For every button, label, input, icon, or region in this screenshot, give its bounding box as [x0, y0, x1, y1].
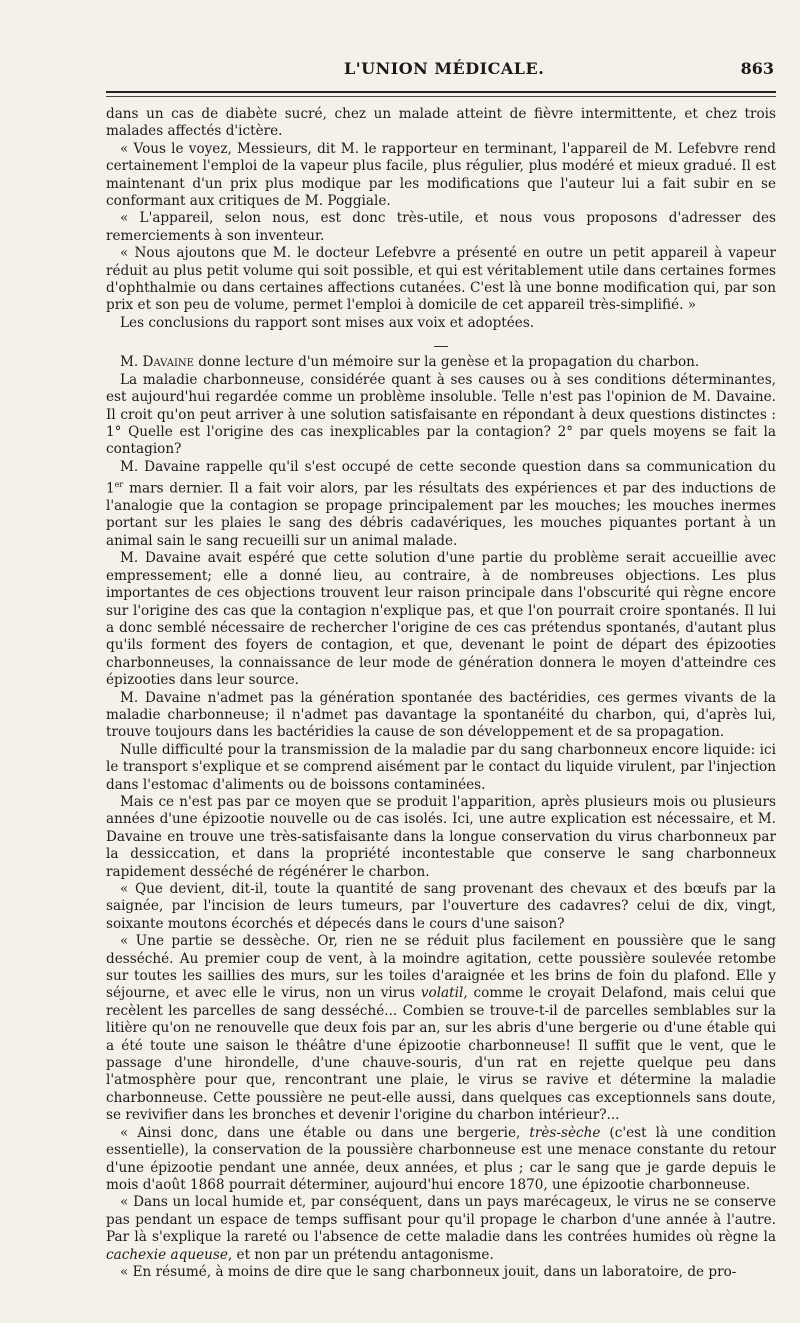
paragraph: Mais ce n'est pas par ce moyen que se produit l'apparition, après plusieurs mois ou plusieurs années d'une épizootie nouvelle ou de cas isolés. Ici, une autre explication est nécessaire, et M. Davaine en trouve une très-satisfaisante dans la longue conservation du virus charbonneux par la dessiccation, et dans la propriété incontestable que conserve le sang charbonneux rapidement desséché de régénérer le charbon. [106, 793, 776, 880]
paragraph: « En résumé, à moins de dire que le sang charbonneux jouit, dans un laboratoire, de pro- [120, 1263, 737, 1280]
paragraph [106, 933, 776, 1124]
italic-term: volatil [420, 985, 464, 1002]
section-separator [106, 338, 776, 348]
paragraph-text: M. Davaine rappelle qu'il s'est occupé de cette seconde question dans sa communication du 1 [106, 458, 776, 497]
paragraph-text: « Une partie se dessèche. Or, rien ne se réduit plus facilement en poussière que le sang desséché. Au premier coup de vent, à la moindre agitation, cette poussière soulevée retombe sur toutes les saillies des murs, sur les toiles d'araignée et les brins de foin du plafond. Elle y séjourne, et avec elle le virus, non un virus [106, 933, 776, 1002]
article-body [106, 106, 776, 1281]
paragraph: Les conclusions du rapport sont mises aux voix et adoptées. [120, 314, 535, 331]
paragraph: Nulle difficulté pour la transmission de la maladie par du sang charbonneux encore liquide: ici le transport s'explique et se comprend aisément par le contact du liquide virulent, par l'injection dans l'estomac d'aliments ou de boissons contaminées. [106, 741, 776, 793]
paragraph [106, 1194, 776, 1264]
paragraph: M. Davaine avait espéré que cette solution d'une partie du problème serait accueillie avec empressement; elle a donné lieu, au contraire, à de nombreuses objections. Les plus importantes de ces objections trouvent leur raison principale dans l'obscurité qui règne encore sur l'origine des cas que la contagion n'explique pas, et que l'on pourrait croire spontanés. Il lui a donc semblé nécessaire de rechercher l'origine de ces cas prétendus spontanés, d'autant plus qu'ils forment des foyers de contagion, et que, devenant le point de départ des épizooties charbonneuses, la connaissance de leur mode de génération donnera le moyen d'atteindre ces épizooties dans leur source. [106, 550, 776, 689]
italic-term: très-sèche [529, 1124, 601, 1141]
header-rule [106, 91, 776, 93]
paragraph: dans un cas de diabète sucré, chez un malade atteint de fièvre intermittente, et chez trois malades affectés d'ictère. [106, 106, 776, 140]
paragraph [106, 354, 776, 371]
paragraph: M. Davaine n'admet pas la génération spontanée des bactéridies, ces germes vivants de la maladie charbonneuse; il n'admet pas davantage la spontanéité du charbon, qui, d'après lui, trouve toujours dans les bactéridies la cause de son développement et de sa propagation. [106, 689, 776, 741]
paragraph [106, 459, 776, 551]
italic-term: cachexie aqueuse [106, 1246, 228, 1263]
speaker-name: M. Davaine [120, 354, 194, 371]
paragraph-text: donne lecture d'un mémoire sur la genèse et la propagation du charbon. [193, 354, 700, 371]
paragraph [106, 1125, 776, 1195]
paragraph-text: , et non par un prétendu antagonisme. [227, 1246, 494, 1263]
paragraph-text: (c'est là une condition essentielle), la conservation de la poussière charbonneuse est une menace constante du retour d'une épizootie pendant une année, deux années, et plus ; car le sang que je garde depuis le mois d'août 1868 pourrait déterminer, aujourd'hui encore 1870, une épizootie charbonneuse. [106, 1124, 776, 1193]
page-header [106, 56, 776, 86]
paragraph: La maladie charbonneuse, considérée quant à ses causes ou à ses conditions déterminantes, est aujourd'hui regardée comme un problème insoluble. Telle n'est pas l'opinion de M. Davaine. Il croit qu'on peut arriver à une solution satisfaisante en répondant à deux questions distinctes : 1° Quelle est l'origine des cas inexplicables par la contagion? 2° par quels moyens se fait la contagion? [106, 371, 776, 458]
header-rule-thin [106, 96, 776, 97]
paragraph: « Nous ajoutons que M. le docteur Lefebvre a présenté en outre un petit appareil à vapeur réduit au plus petit volume qui soit possible, et qui est véritablement utile dans certaines formes d'ophthalmie ou dans certaines affections cutanées. C'est là une bonne modification qui, par son prix et son peu de volume, permet l'emploi à domicile de cet appareil très-simplifié. » [106, 245, 776, 314]
page-number: 863 [740, 59, 774, 78]
paragraph-text: « Dans un local humide et, par conséquent, dans un pays marécageux, le virus ne se conserve pas pendant un espace de temps suffisant pour qu'il propage le charbon d'une année à l'autre. Par là s'explique la rareté ou l'absence de cette maladie dans les contrées humides où règne la [106, 1194, 776, 1246]
ordinal-suffix: er [114, 480, 124, 490]
paragraph: « L'appareil, selon nous, est donc très-utile, et nous vous proposons d'adresser des remerciements à son inventeur. [106, 210, 776, 244]
paragraph: « Vous le voyez, Messieurs, dit M. le rapporteur en terminant, l'appareil de M. Lefebvre rend certainement l'emploi de la vapeur plus facile, plus régulier, plus modéré et mieux gradué. Il est maintenant d'un prix plus modique par les modifications que l'auteur lui a fait subir en se conformant aux critiques de M. Poggiale. [106, 140, 776, 210]
journal-title: L'UNION MÉDICALE. [344, 59, 545, 78]
paragraph: « Que devient, dit-il, toute la quantité de sang provenant des chevaux et des bœufs par la saignée, par l'incision de leurs tumeurs, par l'ouverture des cadavres? celui de dix, vingt, soixante moutons écorchés et dépecés dans le cours d'une saison? [106, 881, 776, 932]
paragraph-text: mars dernier. Il a fait voir alors, par les résultats des expériences et par des inductions de l'analogie que la contagion se propage principalement par les mouches; les mouches inermes portant sur les plaies le sang des débris cadavériques, les mouches piquantes portant à un animal sain le sang recueilli sur un animal malade. [106, 480, 776, 549]
paragraph-text: « Ainsi donc, dans une étable ou dans une bergerie, [120, 1124, 530, 1141]
paragraph-text: , comme le croyait Delafond, mais celui que recèlent les parcelles de sang desséché... Combien se trouve-t-il de parcelles semblables sur la litière qu'on ne renouvelle que deux fois par an, sur les abris d'une bergerie ou d'une étable qui a été toute une saison le théâtre d'une épizootie charbonneuse! Il suffit que le vent, que le passage d'une hirondelle, d'une chauve-souris, d'un rat en rejette quelque peu dans l'atmosphère pour que, rencontrant une plaie, le virus se ravive et détermine la maladie charbonneuse. Cette poussière ne peut-elle aussi, dans quelques cas exceptionnels sans doute, se revivifier dans les bronches et devenir l'origine du charbon intérieur?... [106, 985, 776, 1124]
